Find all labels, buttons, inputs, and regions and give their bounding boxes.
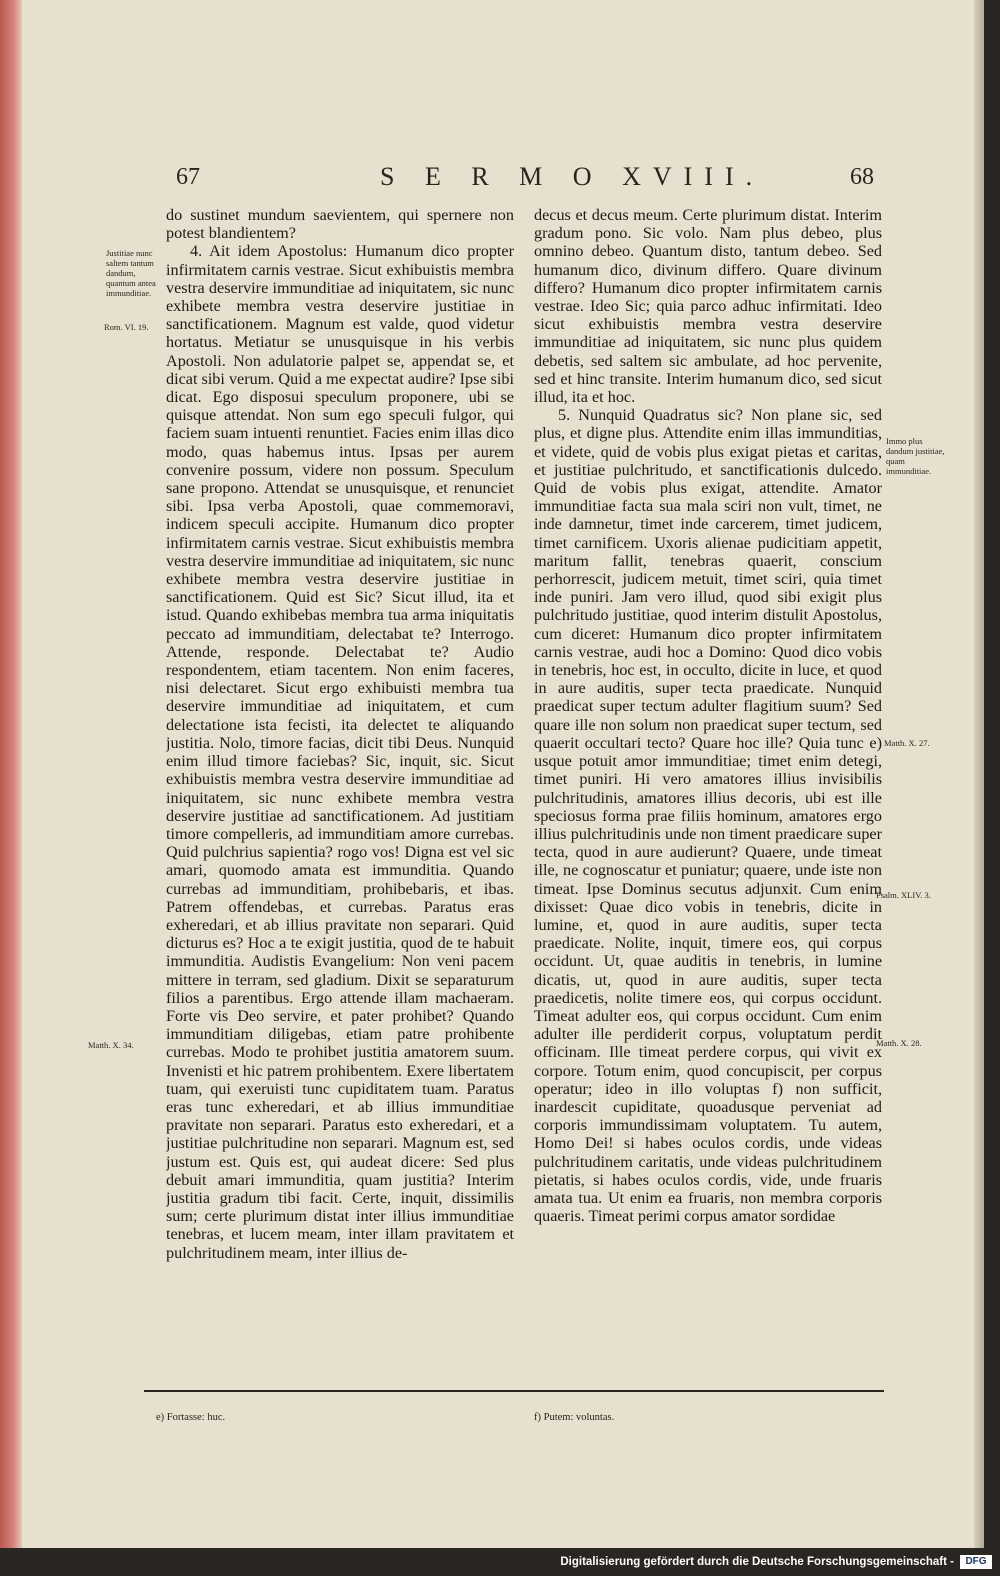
sermon-title: S E R M O XVIII. [380,162,765,191]
margin-note-immo: Immo plus dandum justitiae, quam immunditiae. [886,436,945,476]
paragraph-continuation: do sustinet mundum saevientem, qui spernere non potest blandientem? [166,206,514,243]
page-number-right: 68 [850,164,874,190]
page-number-left: 67 [176,164,200,190]
paragraph-5: 5. Nunquid Quadratus sic? Non plane sic, sed plus, et digne plus. Attendite enim illas immunditias, et videte, quid de vobis plus exigat pietas et caritas, et justitiae pulchritudo, et sanctificationis dulcedo. Quid de vobis plus exigat, attendite. Amator immunditiae facta sua mala sciri non vult, timet, ne inde damnetur, timet inde carcerem, timet judicem, timet carnificem. Uxoris alienae pudicitiam appetit, maritum fallit, tenebras quaerit, conscium perhorrescit, judicem metuit, timet sciri, quia timet inde puniri. Jam vero illud, quod sibi exigit plus pulchritudo justitiae, quod interim distulit Apostolus, cum diceret: Humanum dico propter infirmitatem carnis vestrae, audi hoc a Domino: Quod dico vobis in tenebris, hoc est, in occulto, dicite in luce, et quod in aure auditis, super tecta praedicate. Nunquid praedicat super tectum adulter flagitium suum? Sed quare ille non solum non praedicat super tectum, sed quaerit occultari tecto? Quare hoc ille? Quia tunc e) usque potuit amor immunditiae; timet enim detegi, timet puniri. Hi vero amatores illius invisibilis pulchritudinis, amatores illius decoris, ubi est ille speciosus forma prae filiis hominum, amatores ergo illius pulchritudinis unde non timent praedicare super tecta, quod in aure audierunt? Quaere, unde timeat ille, ne cognoscatur et puniatur; quaere, unde iste non timeat. Ipse Dominus secutus adjunxit. Cum enim dixisset: Quae dico vobis in tenebris, dicite in lumine, et, quod in aure auditis, super tecta praedicate. Nolite, inquit, timere eos, qui corpus occidunt. Ut, quae auditis in tenebris, in lumine dicatis, ut, quod in aure auditis, super tecta praedicetis, nolite timere eos, qui corpus occidunt. Timeat adulter eos, qui corpus occidunt. Cum enim adulter ille perdiderit corpus, voluptatum perdit officinam. Ille timeat perdere corpus, qui vivit ex corpore. Totum enim, quod concupiscit, per corpus operatur; ideo in illo voluptas f) non sufficit, inardescit cupiditate, quoadusque perveniat ad corporis immundissimam voluptatem. Tu autem, Homo Dei! si habes oculos cordis, unde videas pulchritudinem caritatis, unde videas pulchritudinem pietatis, si habes oculos cordis, vide, unde fruaris amata tua. Ut enim ea fruaris, non membra corporis quaeris. Timeat perimi corpus amator sordidae [534,406,882,1226]
margin-note-psalm: Psalm. XLIV. 3. [876,890,931,900]
footnote-e: e) Fortasse: huc. [156,1412,226,1423]
page-edge-red [0,0,22,1548]
margin-note-justitia: Justitiae nunc saltem tantum dandum, quantum antea immunditiae. [106,248,156,298]
margin-note-matth-34: Matth. X. 34. [88,1040,134,1050]
text-column-right [534,206,882,1378]
paragraph-4: 4. Ait idem Apostolus: Humanum dico propter infirmitatem carnis vestrae. Sicut exhibuistis membra vestra deservire immunditiae ad iniquitatem, sic nunc exhibete membra vestra deservire justitiae in sanctificationem. Magnum est valde, quod videtur hortatus. Metiatur se unusquisque in his verbis Apostoli. Non adulatorie palpet se, appendat se, et dicat sibi verum. Quid a me expectat audire? Ipse sibi dicat. Ego disposui speculum proponere, ubi se quisque attendat. Non sum ego speculi fulgor, qui faciem suam intuenti renuntiet. Facies enim illas dico modo, quas habemus intus. Ipsas per aurem convenire possum, videre non possum. Speculum sane propono. Attendat se unusquisque, et renunciet sibi. Ipsa verba Apostoli, quae commemoravi, indicem speculi accipite. Humanum dico propter infirmitatem carnis vestrae. Sicut exhibuistis membra vestra deservire immunditiae ad iniquitatem, sic nunc exhibete membra vestra deservire justitiae in sanctificationem. Quid est Sic? Sicut illud, ita et istud. Quando exhibebas membra tua arma iniquitatis peccato ad immunditiam, delectabat te? Interrogo. Attende, responde. Delectabat te? Audio respondentem, etiam tacentem. Non enim faceres, nisi delectaret. Sicut ergo exhibuisti membra tua deservire immunditiae ad iniquitatem, et cum delectatione ista fecisti, ita delectet te aliquando justitia. Nolo, timore facias, dicit tibi Deus. Nunquid enim illud timore faciebas? Sic, inquit, sic. Sicut exhibuistis membra vestra deservire immunditiae ad iniquitatem, sic nunc exhibete membra vestra deservire justitiae ad sanctificationem. Ad justitiam timore compelleris, ad immunditiam amore currebas. Quid pulchrius sapientia? rogo vos! Digna est vel sic amari, quomodo amata est immunditia. Quando currebas ad immunditiam, prohibebaris, et ibas. Patrem offendebas, et currebas. Paratus eras exheredari, et ab illius pravitate non separari. Quid dicturus es? Hoc a te exigit justitia, quod de te habuit immunditia. Audistis Evangelium: Non veni pacem mittere in terram, sed gladium. Dixit se separaturum filios a parentibus. Ergo attende illam machaeram. Forte vis Deo servire, et pater prohibet? Quando immunditiam diligebas, etiam patre prohibente currebas. Modo te prohibet justitia amatorem suum. Invenisti et hic patrem prohibentem. Exere libertatem tuam, qui exeruisti tunc cupiditatem tuam. Paratus eras tunc exheredari, et ab illius immunditiae pravitate non separari. Paratus esto exheredari, et a justitiae pulchritudine non separari. Magnum est, sed justum est. Quis est, qui audeat dicere: Sed plus debuit amari immunditia, quam justitia? Interim justitia gradum tibi facit. Certe, inquit, dissimilis sum; certe plurimum distat inter illius immunditiae tenebras, et lucem meam, inter illam pravitatem et pulchritudinem meam, inter illius de- [166,242,514,1262]
text-column-left [166,206,514,1378]
running-head [170,162,874,198]
page-edge-right [974,0,984,1548]
margin-note-matth-28: Matth. X. 28. [876,1038,922,1048]
footnote-rule [144,1390,884,1392]
dfg-logo-icon[interactable]: DFG [960,1555,992,1569]
margin-note-rom: Rom. VI. 19. [104,322,149,332]
digitization-footer [0,1548,1000,1576]
margin-note-matth-27: Matth. X. 27. [884,738,930,748]
footnote-f: f) Putem: voluntas. [534,1412,615,1423]
digitization-credit: Digitalisierung gefördert durch die Deutsche Forschungsgemeinschaft - [560,1556,954,1568]
paragraph-continuation-right: decus et decus meum. Certe plurimum distat. Interim gradum pono. Sic volo. Nam plus debeo, plus omnino debeo. Quantum disto, tantum debeo. Sed humanum dico, divinum differo. Quare divinum differo? Humanum dico propter infirmitatem carnis vestrae. Ideo Sic; quia parco adhuc infirmitati. Ideo sicut exhibuistis membra vestra deservire immunditiae ad iniquitatem, sic nunc plus quidem debetis, sed saltem sic ambulate, ad hoc pervenite, sed et hinc transite. Interim humanum dico, sed sicut illud, ita et hoc. [534,206,882,407]
